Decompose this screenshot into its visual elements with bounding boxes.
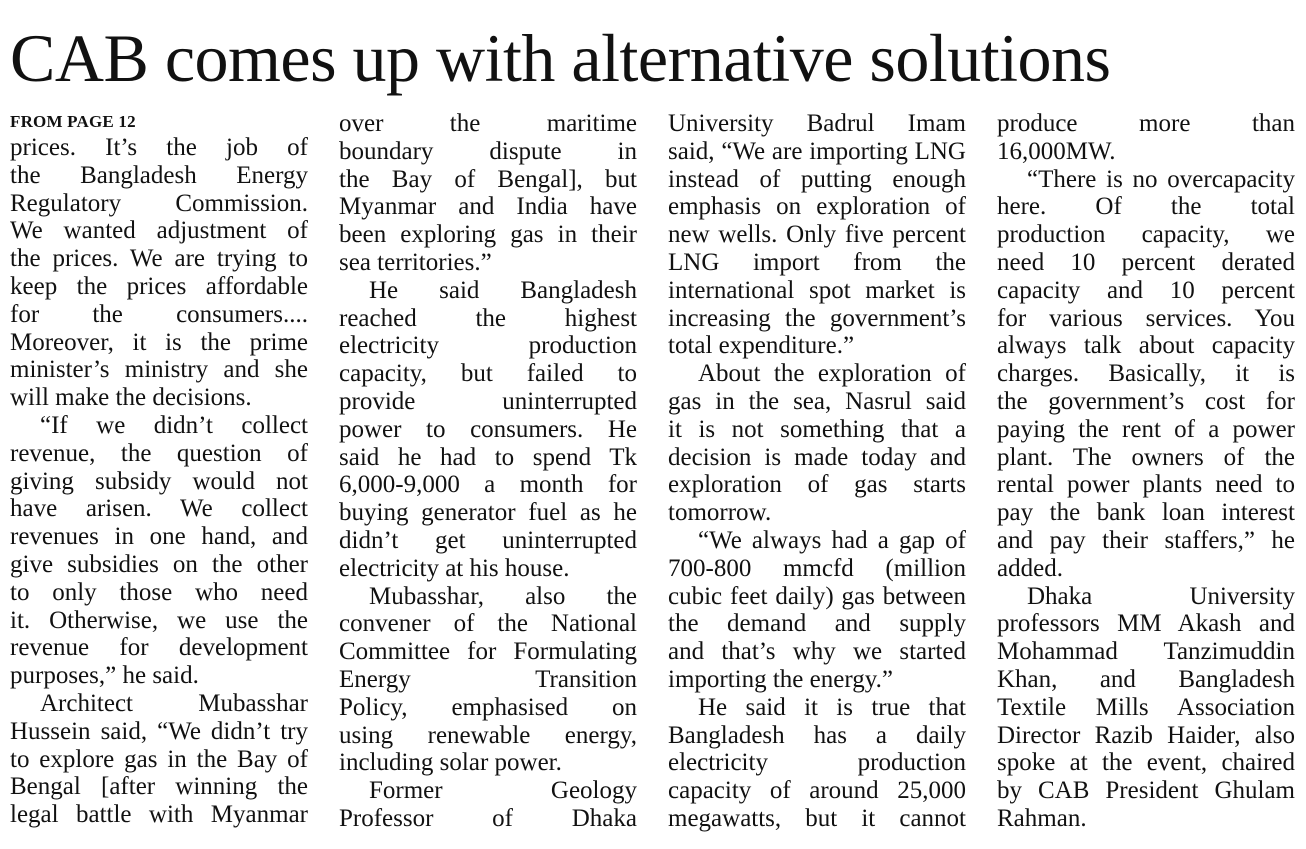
text-line: the government’s cost for [997,387,1295,415]
text-line: Bangladesh has a daily [668,721,966,749]
text-line: provide uninterrupted [339,387,637,415]
column-text [339,110,637,833]
text-line: spoke at the event, chaired [997,749,1295,777]
text-line: Myanmar and India have [339,193,637,221]
text-line: decision is made today and [668,443,966,471]
text-line: capacity and 10 percent [997,276,1295,304]
text-line: capacity, but failed to [339,360,637,388]
text-line: “If we didn’t collect [40,411,308,439]
text-line: Architect Mubasshar [40,689,308,717]
text-line: Mubasshar, also the [369,582,637,610]
text-line: 16,000MW. [997,137,1116,165]
text-line: boundary dispute in [339,137,637,165]
text-line: LNG import from the [668,248,966,276]
article-column-4 [997,110,1295,833]
text-line: to explore gas in the Bay of [10,745,308,773]
text-line: new wells. Only five percent [668,221,966,249]
text-line: tomorrow. [668,499,772,527]
text-line: including solar power. [339,749,562,777]
text-line: it. Otherwise, we use the [10,606,308,634]
text-line: to only those who need [10,578,308,606]
text-line: need 10 percent derated [997,248,1295,276]
text-line: have arisen. We collect [10,495,308,523]
text-line: said he had to spend Tk [339,443,637,471]
text-line: importing the energy.” [668,665,893,693]
text-line: the Bay of Bengal], but [339,165,637,193]
text-line: Former Geology [369,777,637,805]
text-line: production capacity, we [997,221,1295,249]
text-line: About the exploration of [698,360,966,388]
text-line: for the consumers.... [10,300,308,328]
text-line: using renewable energy, [339,721,637,749]
continuation-kicker: FROM PAGE 12 [10,112,136,131]
text-line: legal battle with Myanmar [10,801,308,829]
text-line: total expenditure.” [668,332,855,360]
column-text [668,110,966,833]
text-line: been exploring gas in their [339,221,637,249]
text-line: give subsidies on the other [10,550,308,578]
text-line: Professor of Dhaka [339,804,637,832]
column-text [997,110,1295,833]
text-line: Director Razib Haider, also [997,721,1295,749]
text-line: instead of putting enough [668,165,966,193]
text-line: produce more than [997,110,1295,137]
text-line: minister’s ministry and she [10,356,308,384]
text-line: revenue for development [10,634,308,662]
text-line: the Bangladesh Energy [10,161,308,189]
text-line: Regulatory Commission. [10,189,308,217]
text-line: keep the prices affordable [10,272,308,300]
text-line: prices. It’s the job of [10,134,308,161]
text-line: over the maritime [339,110,637,137]
text-line: Energy Transition [339,665,637,693]
text-line: Rahman. [997,804,1087,832]
text-line: revenues in one hand, and [10,523,308,551]
text-line: gas in the sea, Nasrul said [668,387,966,415]
column-text [10,134,308,829]
text-line: Committee for Formulating [339,638,637,666]
text-line: by CAB President Ghulam [997,777,1295,805]
text-line: and that’s why we started [668,638,966,666]
text-line: international spot market is [668,276,966,304]
text-line: power to consumers. He [339,415,637,443]
text-line: emphasis on exploration of [668,193,966,221]
text-line: the demand and supply [668,610,966,638]
text-line: convener of the National [339,610,637,638]
text-line: purposes,” he said. [10,662,199,690]
text-line: giving subsidy would not [10,467,308,495]
text-line: 6,000-9,000 a month for [339,471,637,499]
text-line: “We always had a gap of [698,526,966,554]
text-line: Khan, and Bangladesh [997,665,1295,693]
text-line: Hussein said, “We didn’t try [10,717,308,745]
text-line: electricity production [339,332,637,360]
text-line: reached the highest [339,304,637,332]
text-line: Dhaka University [1027,582,1295,610]
text-line: said, “We are importing LNG [668,137,966,165]
text-line: We wanted adjustment of [10,217,308,245]
text-line: professors MM Akash and [997,610,1295,638]
text-line: cubic feet daily) gas between [668,582,966,610]
text-line: Policy, emphasised on [339,693,637,721]
text-line: revenue, the question of [10,439,308,467]
text-line: exploration of gas starts [668,471,966,499]
text-line: Textile Mills Association [997,693,1295,721]
text-line: electricity at his house. [339,554,570,582]
text-line: sea territories.” [339,248,492,276]
text-line: buying generator fuel as he [339,499,637,527]
text-line: rental power plants need to [997,471,1295,499]
text-line: didn’t get uninterrupted [339,526,637,554]
text-line: for various services. You [997,304,1295,332]
text-line: Bengal [after winning the [10,773,308,801]
text-line: “There is no overcapacity [1027,165,1295,193]
article-headline: CAB comes up with alternative solutions [10,20,1111,96]
text-line: University Badrul Imam [668,110,966,137]
text-line: 700-800 mmcfd (million [668,554,966,582]
text-line: always talk about capacity [997,332,1295,360]
text-line: added. [997,554,1063,582]
text-line: He said Bangladesh [369,276,637,304]
text-line: here. Of the total [997,193,1295,221]
article-column-1 [10,110,308,829]
text-line: pay the bank loan interest [997,499,1295,527]
text-line: megawatts, but it cannot [668,804,966,832]
text-line: paying the rent of a power [997,415,1295,443]
text-line: capacity of around 25,000 [668,777,966,805]
text-line: it is not something that a [668,415,966,443]
text-line: plant. The owners of the [997,443,1295,471]
text-line: He said it is true that [698,693,966,721]
text-line: will make the decisions. [10,384,252,412]
article-column-2 [339,110,637,833]
text-line: charges. Basically, it is [997,360,1295,388]
text-line: and pay their staffers,” he [997,526,1295,554]
text-line: the prices. We are trying to [10,245,308,273]
article-column-3 [668,110,966,833]
text-line: electricity production [668,749,966,777]
text-line: Mohammad Tanzimuddin [997,638,1295,666]
text-line: increasing the government’s [668,304,966,332]
text-line: Moreover, it is the prime [10,328,308,356]
